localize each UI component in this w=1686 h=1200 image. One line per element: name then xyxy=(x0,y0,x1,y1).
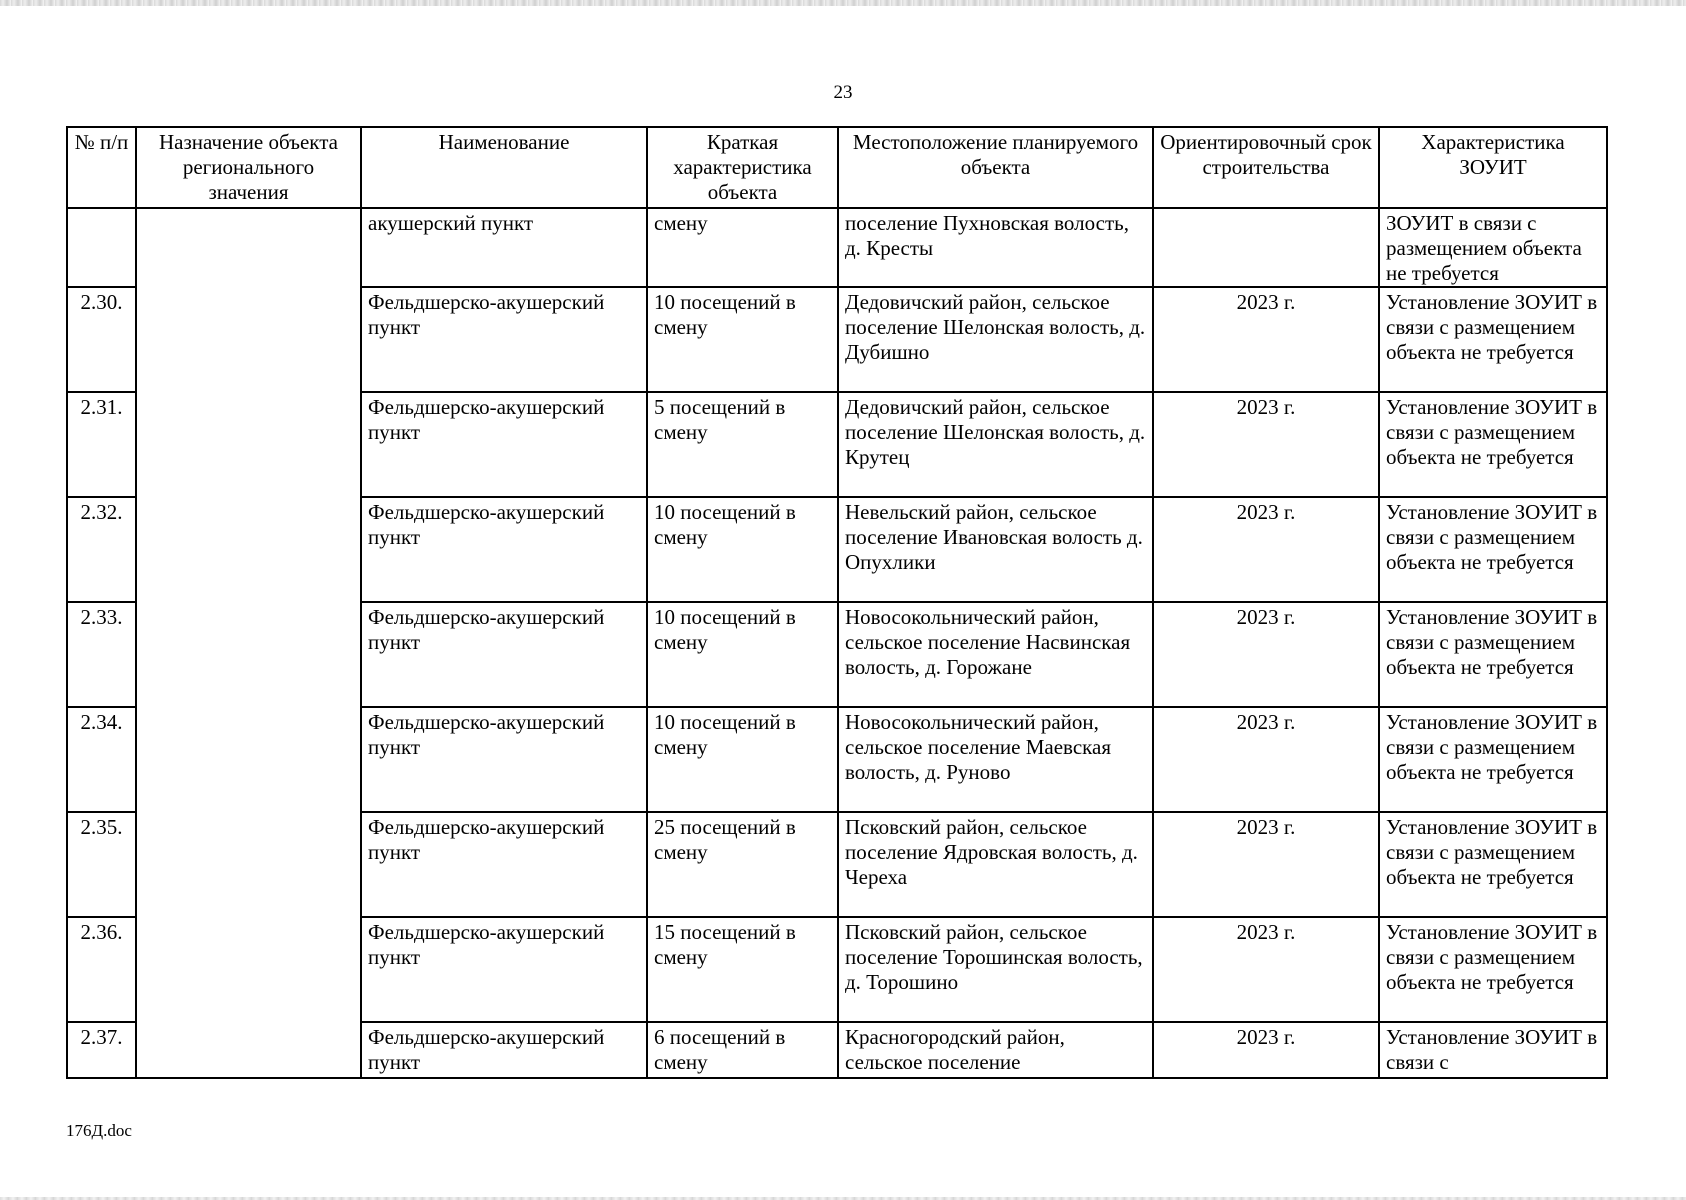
cell-term: 2023 г. xyxy=(1153,287,1379,392)
header-location: Местоположение планируемого объекта xyxy=(838,127,1153,208)
cell-num: 2.31. xyxy=(67,392,136,497)
table-row xyxy=(67,287,1607,392)
table-header xyxy=(67,127,1607,208)
cell-num: 2.33. xyxy=(67,602,136,707)
cell-term xyxy=(1153,208,1379,287)
cell-num xyxy=(67,208,136,287)
cell-capacity: 6 посещений в смену xyxy=(647,1022,838,1078)
table-row xyxy=(67,392,1607,497)
cell-term: 2023 г. xyxy=(1153,812,1379,917)
cell-name: Фельдшерско-акушерский пункт xyxy=(361,602,647,707)
cell-term: 2023 г. xyxy=(1153,1022,1379,1078)
cell-name: Фельдшерско-акушерский пункт xyxy=(361,497,647,602)
table-row xyxy=(67,812,1607,917)
footer-filename: 176Д.doc xyxy=(66,1121,132,1140)
cell-purpose xyxy=(136,707,361,812)
cell-term: 2023 г. xyxy=(1153,392,1379,497)
cell-num: 2.32. xyxy=(67,497,136,602)
cell-term: 2023 г. xyxy=(1153,497,1379,602)
header-num: № п/п xyxy=(67,127,136,208)
cell-location: Псковский район, сельское поселение Торошинская волость, д. Торошино xyxy=(838,917,1153,1022)
table-row xyxy=(67,917,1607,1022)
cell-capacity: 10 посещений в смену xyxy=(647,497,838,602)
cell-purpose xyxy=(136,602,361,707)
cell-purpose xyxy=(136,208,361,287)
cell-zouit: Установление ЗОУИТ в связи с размещением объекта не требуется xyxy=(1379,812,1607,917)
header-purpose: Назначение объекта регионального значения xyxy=(136,127,361,208)
cell-zouit: Установление ЗОУИТ в связи с xyxy=(1379,1022,1607,1078)
page-number: 23 xyxy=(833,82,853,103)
cell-location: Псковский район, сельское поселение Ядровская волость, д. Череха xyxy=(838,812,1153,917)
cell-name: Фельдшерско-акушерский пункт xyxy=(361,707,647,812)
table-row xyxy=(67,208,1607,287)
cell-capacity: 25 посещений в смену xyxy=(647,812,838,917)
cell-term: 2023 г. xyxy=(1153,602,1379,707)
cell-capacity: 10 посещений в смену xyxy=(647,707,838,812)
cell-capacity: 10 посещений в смену xyxy=(647,287,838,392)
cell-capacity: 5 посещений в смену xyxy=(647,392,838,497)
cell-purpose xyxy=(136,1022,361,1078)
cell-location: поселение Пухновская волость, д. Кресты xyxy=(838,208,1153,287)
cell-term: 2023 г. xyxy=(1153,707,1379,812)
table-row xyxy=(67,707,1607,812)
cell-name: Фельдшерско-акушерский пункт xyxy=(361,287,647,392)
cell-zouit: Установление ЗОУИТ в связи с размещением объекта не требуется xyxy=(1379,497,1607,602)
cell-zouit: Установление ЗОУИТ в связи с размещением объекта не требуется xyxy=(1379,602,1607,707)
cell-purpose xyxy=(136,812,361,917)
header-row xyxy=(67,127,1607,208)
cell-name: Фельдшерско-акушерский пункт xyxy=(361,917,647,1022)
header-name: Наименование xyxy=(361,127,647,208)
cell-zouit: Установление ЗОУИТ в связи с размещением объекта не требуется xyxy=(1379,917,1607,1022)
cell-name: Фельдшерско-акушерский пункт xyxy=(361,392,647,497)
cell-zouit: ЗОУИТ в связи с размещением объекта не требуется xyxy=(1379,208,1607,287)
cell-num: 2.37. xyxy=(67,1022,136,1078)
cell-capacity: 10 посещений в смену xyxy=(647,602,838,707)
cell-purpose xyxy=(136,917,361,1022)
cell-name: Фельдшерско-акушерский пункт xyxy=(361,812,647,917)
cell-name: Фельдшерско-акушерский пункт xyxy=(361,1022,647,1078)
cell-name: акушерский пункт xyxy=(361,208,647,287)
header-capacity: Краткая характеристика объекта xyxy=(647,127,838,208)
cell-num: 2.35. xyxy=(67,812,136,917)
cell-purpose xyxy=(136,392,361,497)
cell-num: 2.36. xyxy=(67,917,136,1022)
cell-num: 2.34. xyxy=(67,707,136,812)
cell-purpose xyxy=(136,497,361,602)
table-row xyxy=(67,602,1607,707)
objects-table xyxy=(66,126,1608,1079)
table-row xyxy=(67,497,1607,602)
cell-location: Дедовичский район, сельское поселение Шелонская волость, д. Крутец xyxy=(838,392,1153,497)
cell-zouit: Установление ЗОУИТ в связи с размещением объекта не требуется xyxy=(1379,707,1607,812)
scan-top-edge xyxy=(0,0,1686,6)
cell-purpose xyxy=(136,287,361,392)
table-row xyxy=(67,1022,1607,1078)
cell-zouit: Установление ЗОУИТ в связи с размещением объекта не требуется xyxy=(1379,287,1607,392)
cell-capacity: 15 посещений в смену xyxy=(647,917,838,1022)
cell-term: 2023 г. xyxy=(1153,917,1379,1022)
cell-location: Новосокольнический район, сельское поселение Насвинская волость, д. Горожане xyxy=(838,602,1153,707)
cell-location: Красногородский район, сельское поселение xyxy=(838,1022,1153,1078)
cell-num: 2.30. xyxy=(67,287,136,392)
table-body xyxy=(67,208,1607,1078)
cell-location: Невельский район, сельское поселение Ивановская волость д. Опухлики xyxy=(838,497,1153,602)
header-zouit: Характеристика ЗОУИТ xyxy=(1379,127,1607,208)
cell-zouit: Установление ЗОУИТ в связи с размещением объекта не требуется xyxy=(1379,392,1607,497)
cell-capacity: смену xyxy=(647,208,838,287)
cell-location: Дедовичский район, сельское поселение Шелонская волость, д. Дубишно xyxy=(838,287,1153,392)
header-term: Ориентировочный срок строительства xyxy=(1153,127,1379,208)
cell-location: Новосокольнический район, сельское поселение Маевская волость, д. Руново xyxy=(838,707,1153,812)
